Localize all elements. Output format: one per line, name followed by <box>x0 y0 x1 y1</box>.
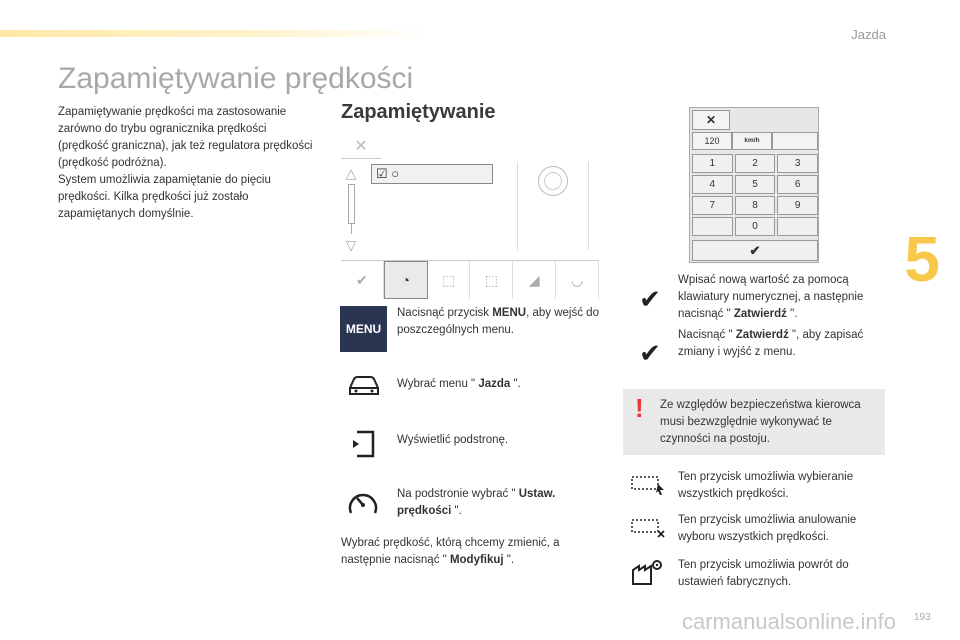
speed-list-screen <box>341 136 599 298</box>
step-text: ". <box>510 378 521 390</box>
step-keyword: Jazda <box>478 378 511 390</box>
factory-reset-icon <box>630 558 666 588</box>
speedometer-icon <box>345 488 381 520</box>
step-drive-menu <box>397 376 602 393</box>
numeric-keypad <box>692 154 818 236</box>
speed-list-row-selected[interactable] <box>371 164 493 184</box>
step-text: Na podstronie wybrać " <box>397 488 519 500</box>
page-title: Zapamiętywanie prędkości <box>58 62 414 95</box>
subpage-icon <box>350 430 378 460</box>
intro-paragraph-2: System umożliwia zapamiętanie do pięciu prędkości. Kilka prędkości już zostało zapamiętanych domyślnie. <box>58 174 271 220</box>
step-keyword: MENU <box>492 307 527 319</box>
scroll-down-icon[interactable]: ▽ <box>345 237 357 253</box>
step-text: ". <box>451 505 462 517</box>
step-text: , aby wejść do poszczególnych menu. <box>397 307 599 336</box>
step-confirm <box>678 327 888 361</box>
step-subpage <box>397 432 602 449</box>
select-all-icon[interactable]: ⬚ <box>428 261 471 299</box>
car-icon <box>346 372 382 402</box>
step-enter-value <box>678 272 888 323</box>
chapter-number: 5 <box>904 223 940 295</box>
confirm-button[interactable]: ✔ <box>692 240 818 261</box>
scroll-track <box>351 224 352 234</box>
key-7[interactable]: 7 <box>692 196 733 215</box>
key-4[interactable]: 4 <box>692 175 733 194</box>
step-text: ". <box>786 308 798 320</box>
divider <box>341 158 381 159</box>
menu-key-icon: MENU <box>340 306 387 352</box>
chapter-label: Jazda <box>851 27 886 42</box>
safety-warning <box>623 389 885 455</box>
warning-text: Ze względów bezpieczeństwa kierowca musi bezwzględnie wykonywać te czynności na postoju. <box>660 399 861 445</box>
legend-reset: Ten przycisk umożliwia powrót do ustawień fabrycznych. <box>678 559 849 588</box>
keypad-screen <box>689 107 819 263</box>
step-text: ", aby zapisać zmiany i wyjść z menu. <box>678 329 864 358</box>
screen-toolbar <box>341 260 599 298</box>
key-blank-left <box>692 217 733 236</box>
speed-entry-row <box>692 132 818 150</box>
section-title: Zapamiętywanie <box>341 101 496 123</box>
step-text: Wpisać nową wartość za pomocą klawiatury numerycznej, a następnie nacisnąć " <box>678 274 864 320</box>
reset-icon[interactable]: ◢ <box>513 261 556 299</box>
step-keyword: Modyfikuj <box>449 554 504 566</box>
check-icon: ✔ <box>639 284 661 314</box>
step-text: Wyświetlić podstronę. <box>397 434 509 446</box>
legend-select-all: Ten przycisk umożliwia wybieranie wszystkich prędkości. <box>678 471 854 500</box>
intro-text <box>58 104 318 223</box>
step-keyword: Zatwierdź <box>733 308 787 320</box>
key-0[interactable]: 0 <box>735 217 776 236</box>
check-icon: ✔ <box>639 338 661 368</box>
select-all-icon <box>630 474 666 498</box>
step-text: Nacisnąć przycisk <box>397 307 493 319</box>
checkbox-icon: ☑ ○ <box>376 166 400 181</box>
dial-icon <box>538 166 568 196</box>
key-1[interactable]: 1 <box>692 154 733 173</box>
watermark-text: carmanualsonline.info <box>682 609 897 634</box>
speedometer-icon[interactable]: ◔ <box>384 261 428 299</box>
intro-paragraph-1: Zapamiętywanie prędkości ma zastosowanie zarówno do trybu ogranicznika prędkości (prędkość graniczna), jak też regulatora prędkości (prędkość podróżna). <box>58 106 313 169</box>
header-accent-bar <box>0 30 430 37</box>
key-blank-right <box>777 217 818 236</box>
key-3[interactable]: 3 <box>777 154 818 173</box>
check-icon[interactable]: ✔ <box>341 261 384 299</box>
entry-spacer <box>772 132 818 150</box>
scroll-up-icon[interactable]: △ <box>345 165 357 181</box>
key-9[interactable]: 9 <box>777 196 818 215</box>
speed-unit: km/h <box>732 132 772 150</box>
key-5[interactable]: 5 <box>735 175 776 194</box>
step-keyword: Zatwierdź <box>735 329 789 341</box>
step-text: Wybrać prędkość, którą chcemy zmienić, a następnie nacisnąć " <box>341 537 560 566</box>
scrollbar[interactable] <box>344 166 358 252</box>
legend-deselect-all: Ten przycisk umożliwia anulowanie wyboru wszystkich prędkości. <box>678 514 857 543</box>
step-speed-settings <box>397 486 602 520</box>
deselect-all-icon[interactable]: ⬚ <box>470 261 513 299</box>
step-menu <box>397 305 602 339</box>
close-icon[interactable]: ✕ <box>692 110 730 130</box>
warning-icon: ! <box>635 393 644 423</box>
preview-panel <box>517 162 589 250</box>
dial-inner <box>544 172 562 190</box>
key-2[interactable]: 2 <box>735 154 776 173</box>
deselect-all-icon <box>630 517 666 541</box>
key-6[interactable]: 6 <box>777 175 818 194</box>
page-number: 193 <box>914 612 931 623</box>
step-keyword: Ustaw. prędkości <box>397 488 556 517</box>
step-text: ". <box>503 554 515 566</box>
key-8[interactable]: 8 <box>735 196 776 215</box>
step-modify <box>341 535 601 569</box>
speed-value: 120 <box>692 132 732 150</box>
close-icon[interactable]: ✕ <box>354 138 368 155</box>
step-text: Nacisnąć " <box>678 329 736 341</box>
step-text: Wybrać menu " <box>397 378 479 390</box>
scroll-thumb[interactable] <box>348 184 355 224</box>
speed-setting-icon[interactable]: ◡ <box>556 261 599 299</box>
